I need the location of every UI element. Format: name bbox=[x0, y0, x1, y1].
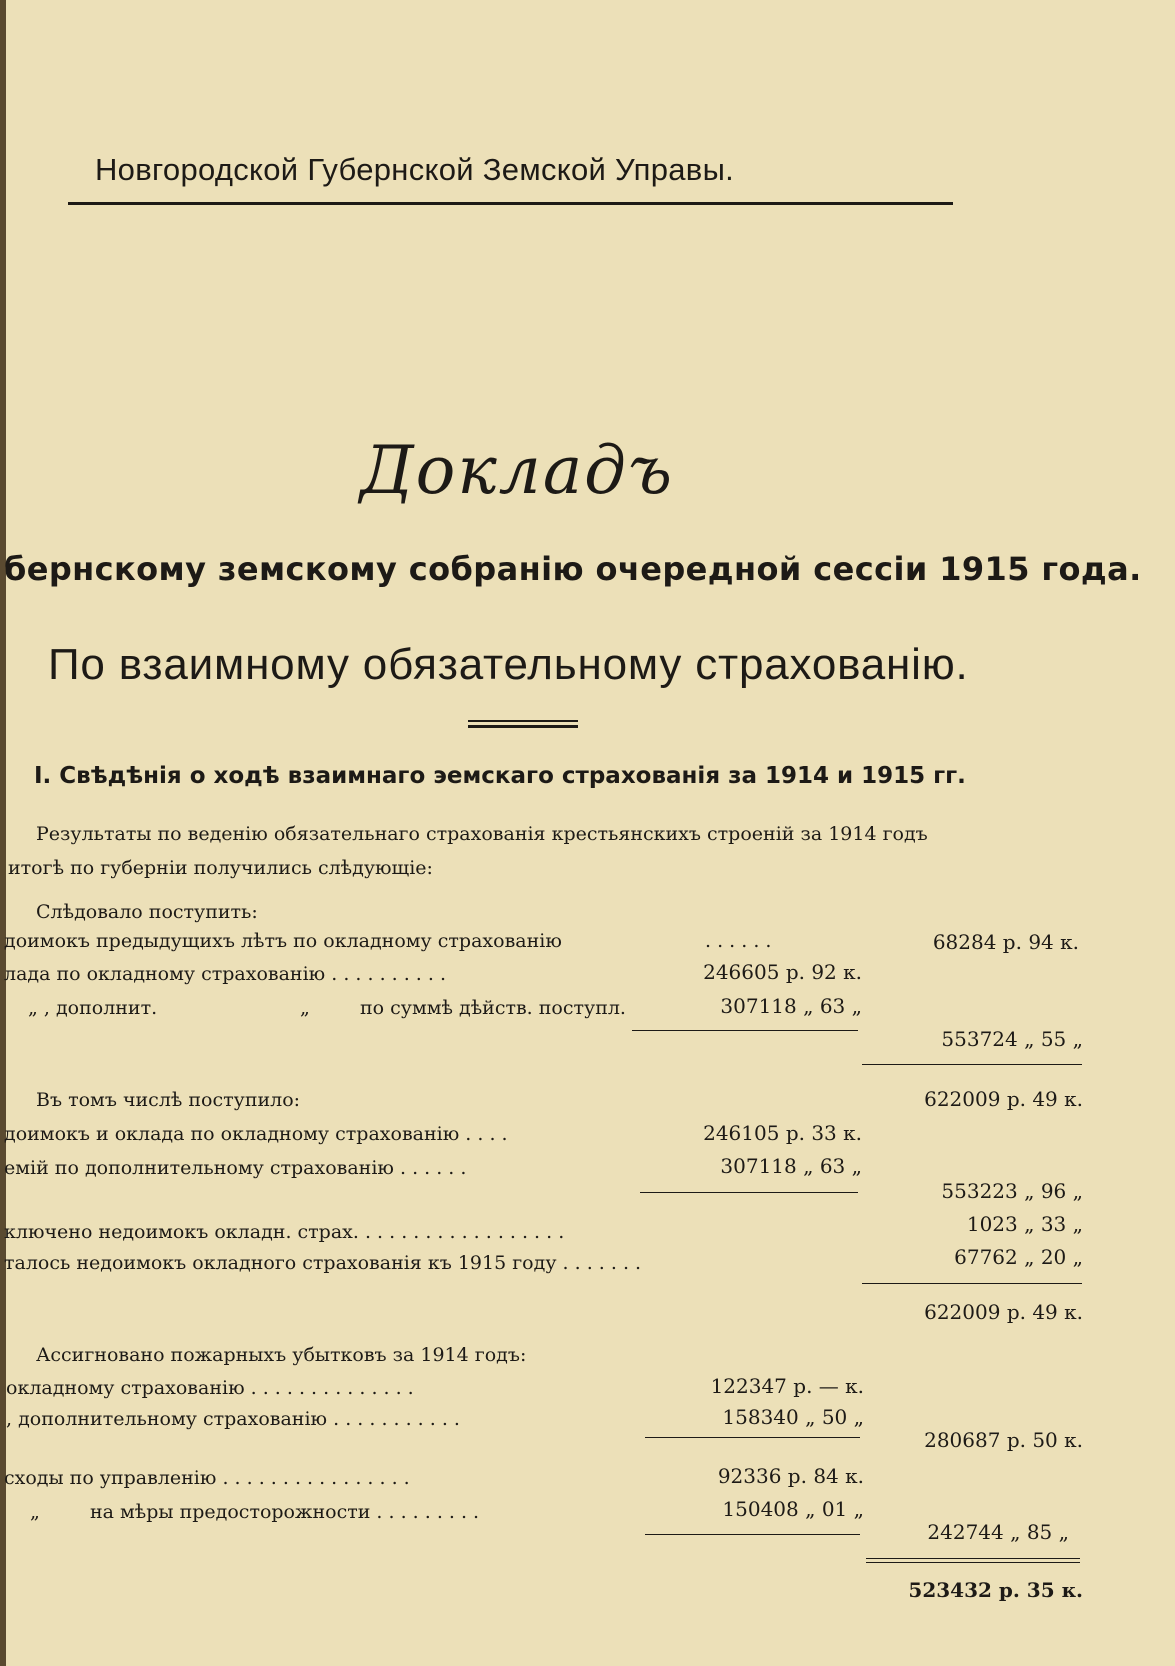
intro-line-1: Результаты по веденію обязательнаго страхованія крестьянскихъ строеній за 1914 годъ bbox=[36, 823, 928, 845]
received-heading: Въ томъ числѣ поступило: bbox=[36, 1089, 301, 1111]
remaining-label: талось недоимокъ окладного страхованія къ 1915 году . . . . . . . bbox=[4, 1252, 642, 1274]
intro-line-2: итогѣ по губерніи получились слѣдующіе: bbox=[8, 857, 433, 879]
due-subtotal-rule bbox=[632, 1030, 858, 1031]
exp-subtotal: 242744 „ 85 „ bbox=[927, 1520, 1069, 1544]
document-topic: По взаимному обязательному страхованію. bbox=[48, 640, 969, 689]
fire-total: 523432 р. 35 к. bbox=[908, 1578, 1083, 1602]
due-arrears-total: 68284 р. 94 к. bbox=[932, 930, 1079, 954]
received-extra-value: 307118 „ 63 „ bbox=[720, 1154, 862, 1178]
fire-oklad-label: окладному страхованію . . . . . . . . . . . . . . bbox=[6, 1377, 414, 1399]
section-heading: I. Свѣдѣнія о ходѣ взаимнаго эемскаго страхованія за 1914 и 1915 гг. bbox=[34, 763, 966, 789]
fire-extra-value: 158340 „ 50 „ bbox=[722, 1405, 864, 1429]
received-total-rule bbox=[862, 1283, 1082, 1284]
due-extra-quote: „ bbox=[300, 997, 310, 1019]
received-extra-label: емій по дополнительному страхованію . . . . . . bbox=[4, 1157, 467, 1179]
due-arrears-dots: . . . . . . bbox=[705, 930, 772, 952]
fire-total-rule-2 bbox=[866, 1562, 1080, 1563]
mgmt-label: сходы по управленію . . . . . . . . . . . . . . . . bbox=[4, 1467, 410, 1489]
fire-subtotal-rule bbox=[645, 1437, 860, 1438]
mgmt-value: 92336 р. 84 к. bbox=[717, 1464, 864, 1488]
received-subtotal: 553223 „ 96 „ bbox=[941, 1179, 1083, 1203]
received-subtotal-rule bbox=[640, 1192, 858, 1193]
due-extra-basis: по суммѣ дѣйств. поступл. bbox=[360, 997, 626, 1019]
prev-value: 150408 „ 01 „ bbox=[722, 1497, 864, 1521]
due-extra-value: 307118 „ 63 „ bbox=[720, 994, 862, 1018]
received-total: 622009 р. 49 к. bbox=[924, 1300, 1083, 1324]
remaining-value: 67762 „ 20 „ bbox=[954, 1245, 1083, 1269]
fire-subtotal: 280687 р. 50 к. bbox=[924, 1428, 1083, 1452]
due-extra-prefix: „ , дополнит. bbox=[28, 997, 158, 1019]
document-title: Докладъ bbox=[360, 432, 674, 509]
fire-extra-label: , дополнительному страхованію . . . . . . . . . . . bbox=[6, 1408, 460, 1430]
exp-subtotal-rule bbox=[645, 1534, 860, 1535]
due-subtotal: 553724 „ 55 „ bbox=[941, 1027, 1083, 1051]
excluded-value: 1023 „ 33 „ bbox=[966, 1212, 1083, 1236]
due-arrears-label: доимокъ предыдущихъ лѣтъ по окладному страхованію bbox=[4, 930, 562, 952]
due-oklad-label: лада по окладному страхованію . . . . . . . . . . bbox=[4, 963, 447, 985]
due-grand-total: 622009 р. 49 к. bbox=[924, 1087, 1083, 1111]
received-oklad-value: 246105 р. 33 к. bbox=[703, 1121, 862, 1145]
page-header: Новгородской Губернской Земской Управы. bbox=[95, 152, 735, 187]
ornament-rule bbox=[468, 720, 578, 722]
due-heading: Слѣдовало поступить: bbox=[36, 901, 258, 923]
prev-prefix: „ bbox=[30, 1501, 40, 1523]
header-rule bbox=[68, 202, 953, 205]
fire-heading: Ассигновано пожарныхъ убытковъ за 1914 годъ: bbox=[36, 1344, 527, 1366]
fire-oklad-value: 122347 р. — к. bbox=[710, 1374, 864, 1398]
document-subtitle: бернскому земскому собранію очередной сессіи 1915 года. bbox=[4, 550, 1142, 588]
prev-label: на мѣры предосторожности . . . . . . . . . bbox=[90, 1501, 480, 1523]
due-total-rule bbox=[862, 1064, 1082, 1065]
due-oklad-value: 246605 р. 92 к. bbox=[703, 960, 862, 984]
received-oklad-label: доимокъ и оклада по окладному страхованію . . . . bbox=[4, 1123, 508, 1145]
excluded-label: ключено недоимокъ окладн. страх. . . . . . . . . . . . . . . . . . bbox=[4, 1221, 565, 1243]
ornament-rule-thick bbox=[468, 725, 578, 728]
fire-total-rule-1 bbox=[866, 1558, 1080, 1559]
